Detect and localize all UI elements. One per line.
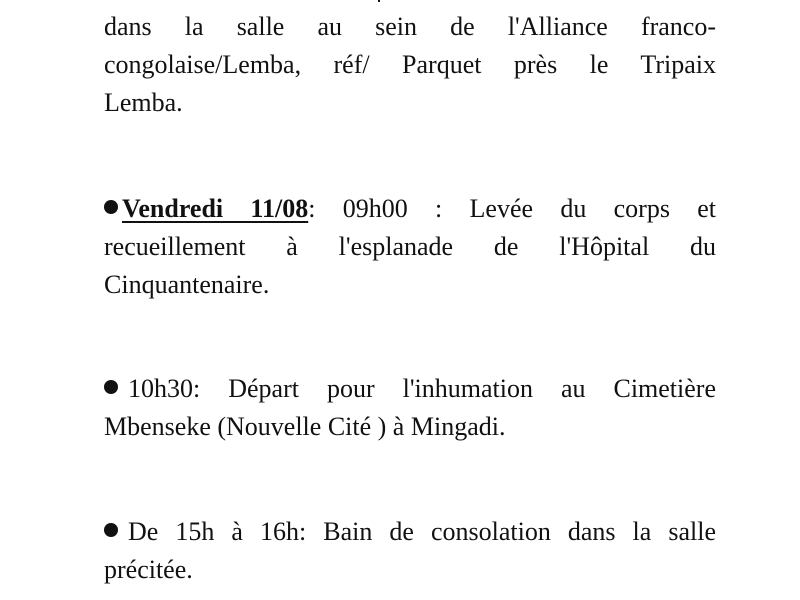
venue-line-3: Lemba. [104, 88, 183, 117]
bullet-icon [104, 523, 118, 537]
burial-line-1 [104, 370, 716, 408]
burial-line-1-text: 10h30: Départ pour l'inhumation au Cimetière [128, 374, 716, 403]
bullet-icon [104, 200, 118, 214]
paragraph-friday [104, 190, 716, 304]
consolation-line-2: précitée. [104, 555, 193, 584]
venue-line-1: dans la salle au sein de l'Alliance franco- [104, 12, 716, 41]
friday-line-3: Cinquantenaire. [104, 270, 270, 299]
burial-line-2: Mbenseke (Nouvelle Cité ) à Mingadi. [104, 412, 506, 441]
paragraph-consolation [104, 513, 716, 589]
consolation-line-1 [104, 513, 716, 551]
paragraph-venue [104, 8, 716, 122]
paragraph-burial [104, 370, 716, 446]
cropped-text-fragment [378, 0, 390, 2]
bullet-icon [104, 380, 118, 394]
friday-day-label: Vendredi 11/08 [122, 194, 309, 223]
friday-line-2: recueillement à l'esplanade de l'Hôpital du [104, 232, 716, 261]
consolation-line-1-text: De 15h à 16h: Bain de consolation dans la salle [128, 517, 716, 546]
venue-line-2: congolaise/Lemba, réf/ Parquet près le Tripaix [104, 50, 716, 79]
friday-line-1 [104, 190, 716, 228]
friday-line-1-text: : 09h00 : Levée du corps et [308, 194, 717, 223]
